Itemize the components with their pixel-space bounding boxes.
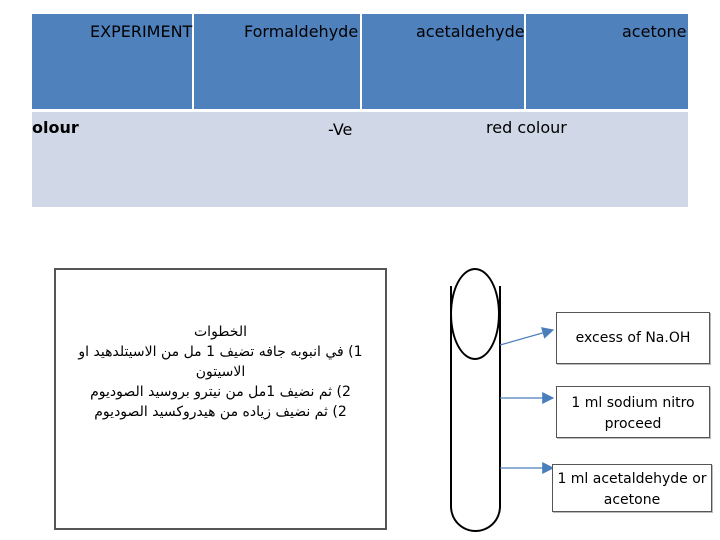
label-sodium-nitro: 1 ml sodium nitro proceed (556, 386, 710, 438)
header-formaldehyde: Formaldehyde (244, 22, 359, 41)
table-data-row (32, 111, 688, 207)
results-table (32, 14, 688, 207)
arrow-naoh (500, 330, 553, 345)
cell-acetaldehyde-result: red colour (486, 118, 567, 137)
header-acetone: acetone (622, 22, 687, 41)
header-acetaldehyde: acetaldehyde (416, 22, 525, 41)
test-tube (450, 286, 501, 532)
cell-formaldehyde-result: -Ve (328, 120, 353, 139)
step-1-line-1: 1) في انبوبه جافه تضيف 1 مل من الاسيتلدهيد او (78, 344, 363, 360)
steps-title: الخطوات (194, 324, 247, 340)
label-excess-naoh: excess of Na.OH (556, 312, 710, 364)
step-2-line: 2) ثم نضيف 1مل من نيترو بروسيد الصوديوم (90, 384, 351, 400)
step-1-line-2: الاسيتون (195, 364, 246, 380)
procedure-steps (56, 322, 385, 422)
row-label-colour: olour (32, 118, 79, 137)
label-acetaldehyde-acetone: 1 ml acetaldehyde or acetone (552, 464, 712, 512)
procedure-box (54, 268, 387, 530)
step-3-line: 2) ثم نضيف زياده من هيدروكسيد الصوديوم (94, 404, 347, 420)
header-experiment: EXPERIMENT (90, 22, 193, 41)
